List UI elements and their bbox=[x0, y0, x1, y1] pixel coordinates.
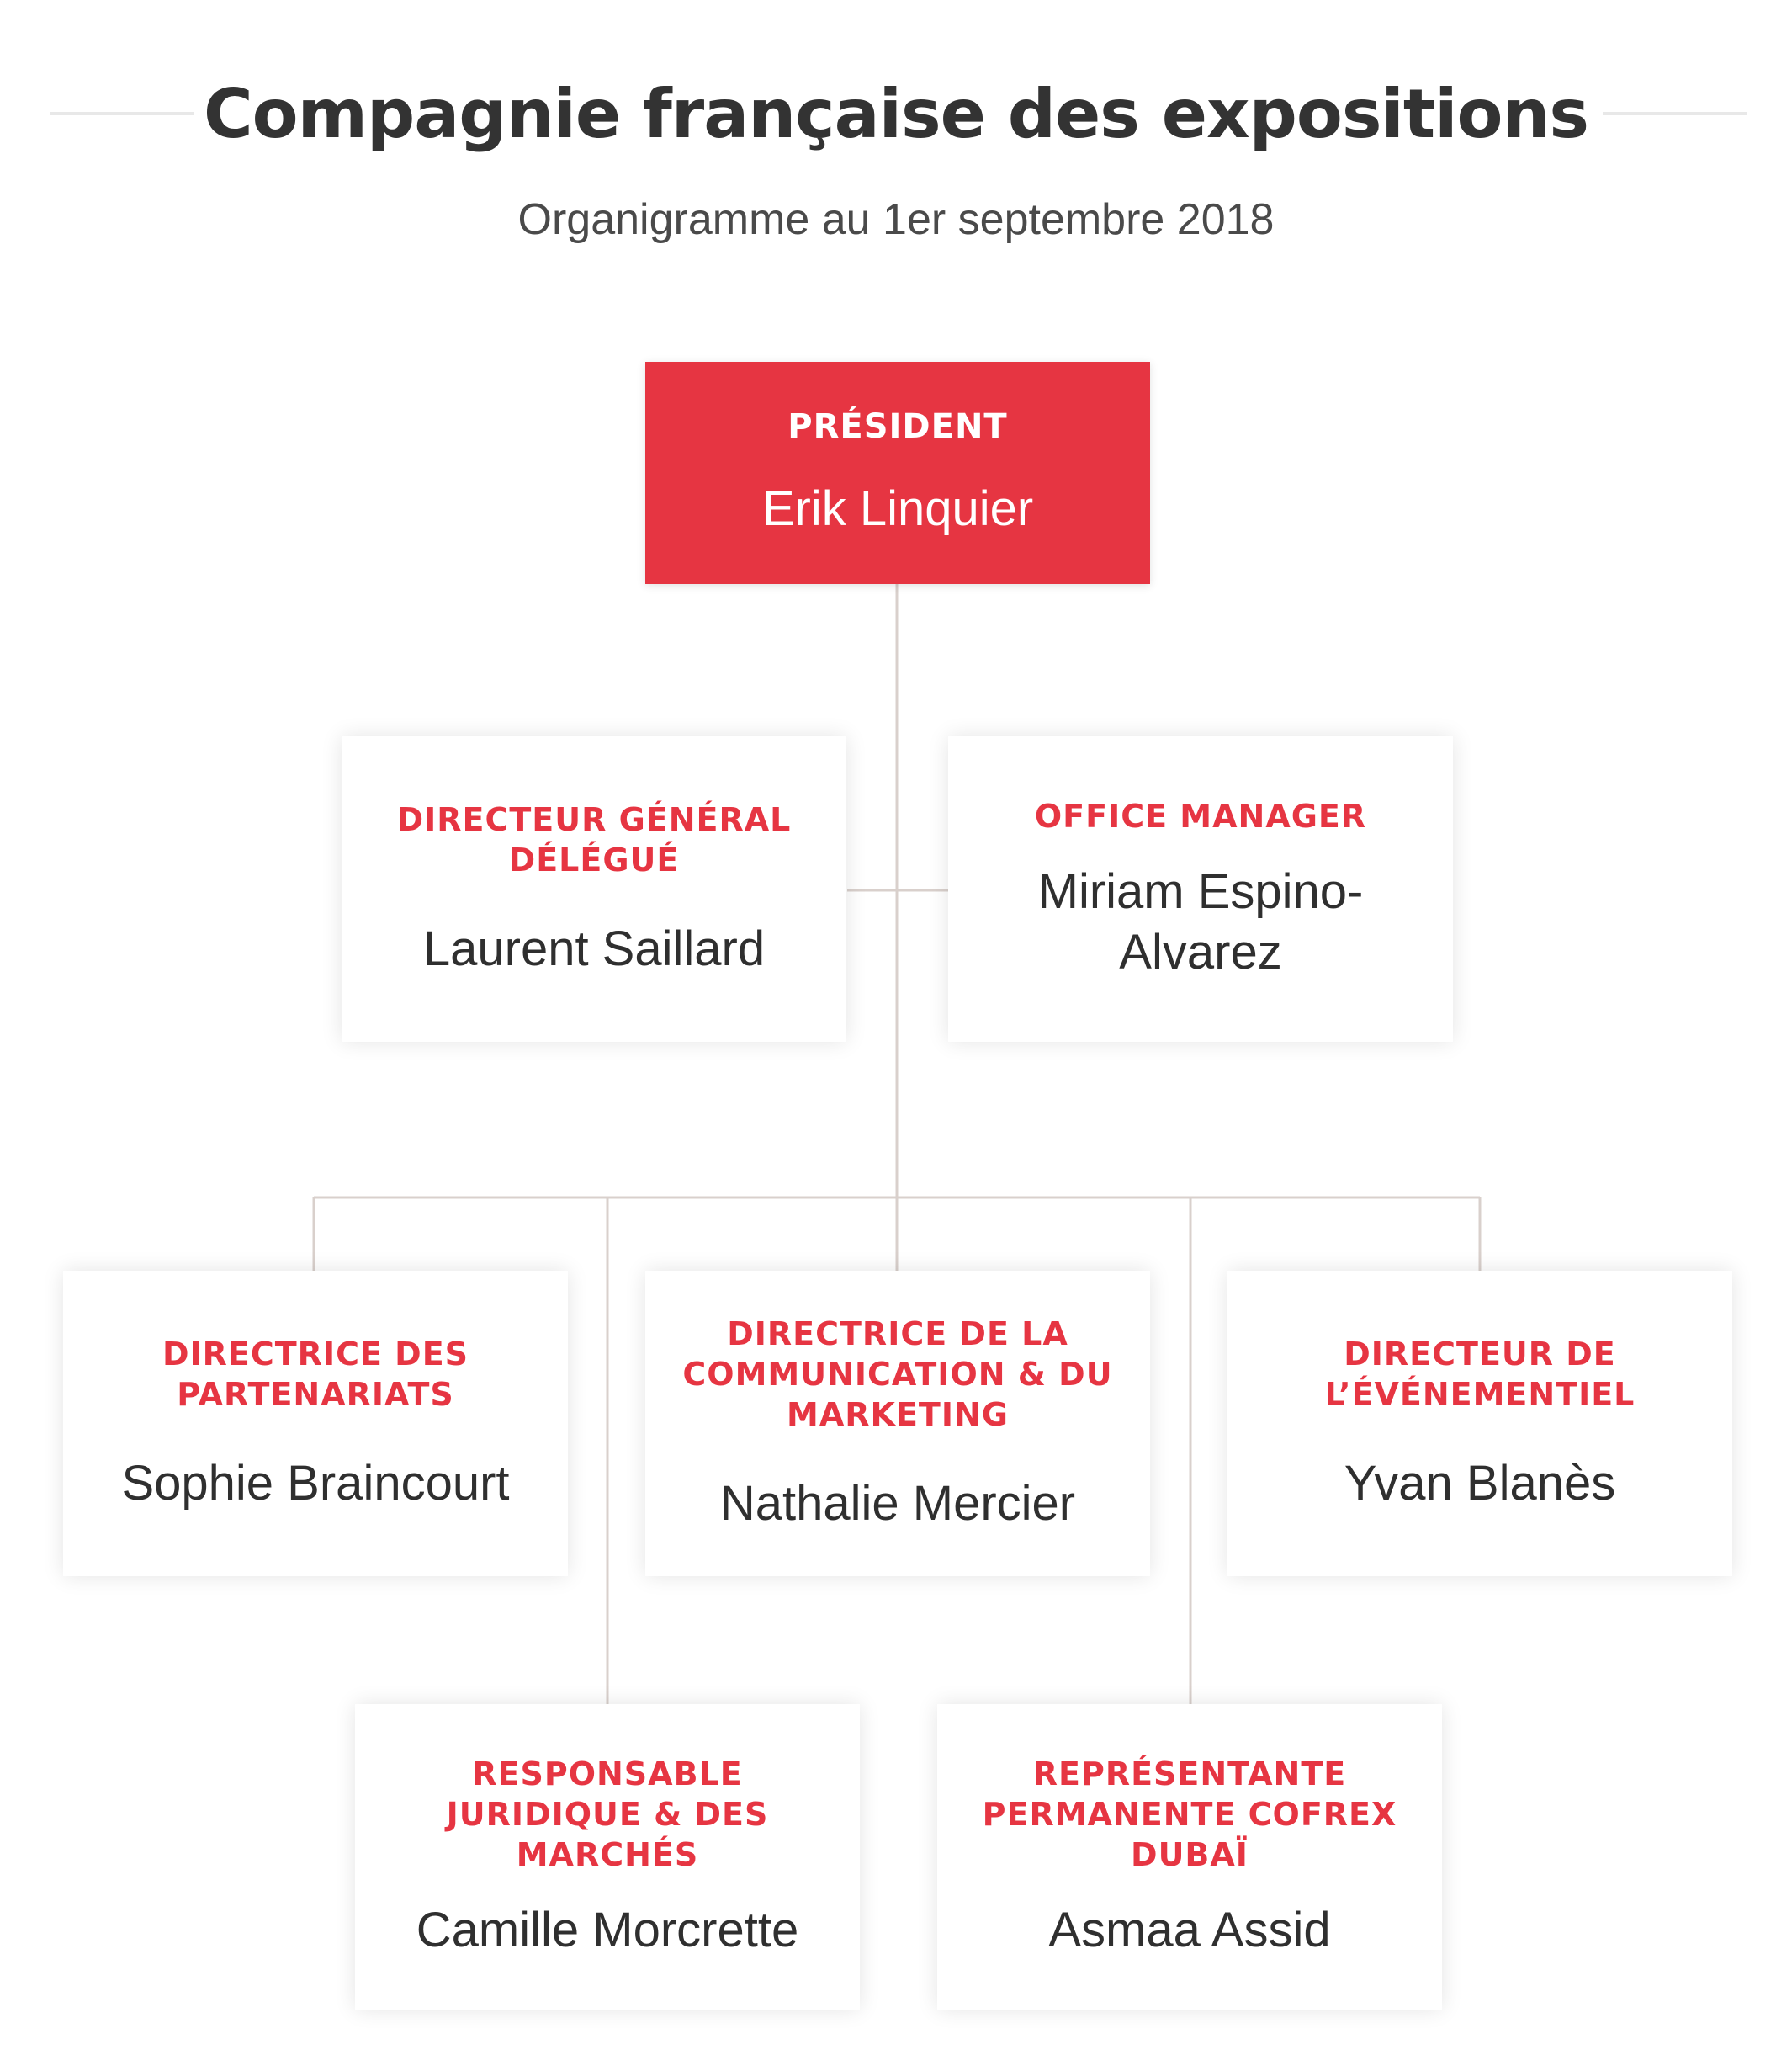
president-role: PRÉSIDENT bbox=[787, 407, 1008, 446]
deputy-director-name: Laurent Saillard bbox=[422, 921, 766, 976]
communication-director-role: DIRECTRICE DE LA COMMUNICATION & DU MARKETING bbox=[682, 1314, 1113, 1433]
page-title: Compagnie française des expositions bbox=[203, 75, 1589, 153]
communication-director-name: Nathalie Mercier bbox=[719, 1475, 1076, 1531]
office-manager-name: Miriam Espino-Alvarez bbox=[1037, 863, 1364, 980]
communication-director-box bbox=[645, 1271, 1150, 1576]
dubai-representative-name: Asmaa Assid bbox=[1048, 1902, 1331, 1957]
legal-manager-box bbox=[355, 1704, 860, 2010]
dubai-representative-role: REPRÉSENTANTE PERMANENTE COFREX DUBAÏ bbox=[982, 1755, 1397, 1873]
partnerships-director-name: Sophie Braincourt bbox=[121, 1455, 510, 1511]
deputy-director-role: DIRECTEUR GÉNÉRAL DÉLÉGUÉ bbox=[396, 800, 792, 879]
partnerships-director-role: DIRECTRICE DES PARTENARIATS bbox=[162, 1335, 469, 1413]
events-director-box bbox=[1227, 1271, 1732, 1576]
deputy-director-box bbox=[342, 736, 846, 1042]
president-box bbox=[645, 362, 1150, 584]
dubai-representative-box bbox=[937, 1704, 1442, 2010]
page-subtitle: Organigramme au 1er septembre 2018 bbox=[517, 195, 1275, 244]
office-manager-role: OFFICE MANAGER bbox=[1034, 797, 1367, 835]
events-director-role: DIRECTEUR DE L’ÉVÉNEMENTIEL bbox=[1324, 1335, 1636, 1413]
legal-manager-name: Camille Morcrette bbox=[416, 1902, 799, 1957]
office-manager-box bbox=[948, 736, 1453, 1042]
president-name: Erik Linquier bbox=[761, 481, 1034, 536]
partnerships-director-box bbox=[63, 1271, 568, 1576]
legal-manager-role: RESPONSABLE JURIDIQUE & DES MARCHÉS bbox=[446, 1755, 769, 1873]
events-director-name: Yvan Blanès bbox=[1344, 1455, 1616, 1511]
